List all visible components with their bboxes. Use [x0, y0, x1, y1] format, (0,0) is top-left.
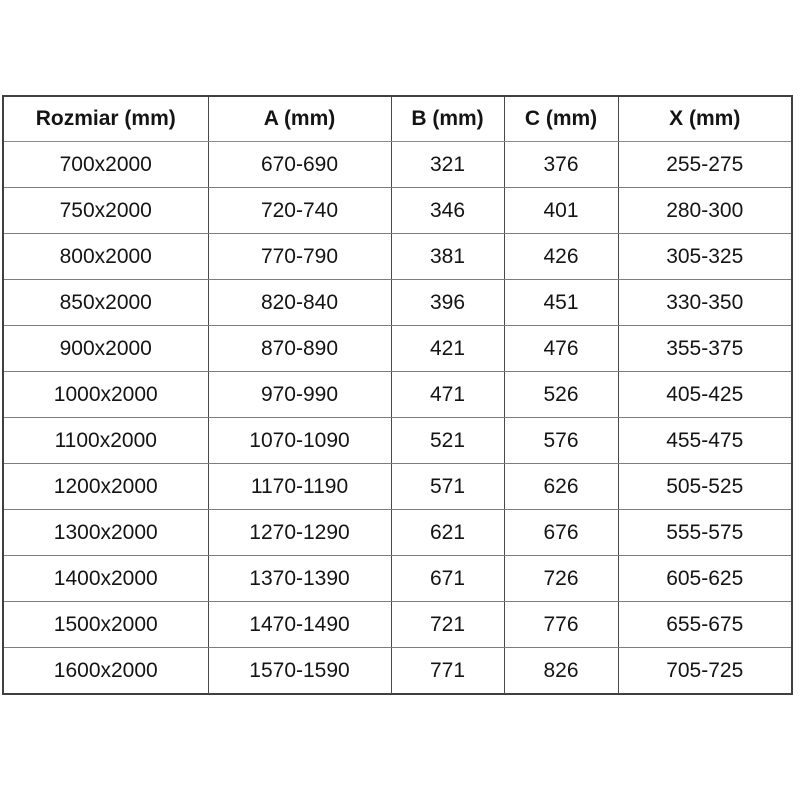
- cell-rozmiar: 1000x2000: [3, 372, 208, 418]
- cell-a: 1470-1490: [208, 602, 391, 648]
- cell-x: 705-725: [618, 648, 792, 695]
- cell-rozmiar: 1400x2000: [3, 556, 208, 602]
- cell-a: 770-790: [208, 234, 391, 280]
- table-row: [3, 326, 792, 372]
- cell-b: 346: [391, 188, 504, 234]
- cell-a: 1370-1390: [208, 556, 391, 602]
- cell-rozmiar: 900x2000: [3, 326, 208, 372]
- header-row: [3, 96, 792, 142]
- column-header-a: A (mm): [208, 96, 391, 142]
- table-row: [3, 510, 792, 556]
- cell-x: 255-275: [618, 142, 792, 188]
- cell-b: 471: [391, 372, 504, 418]
- table-row: [3, 280, 792, 326]
- cell-c: 376: [504, 142, 618, 188]
- cell-c: 426: [504, 234, 618, 280]
- cell-rozmiar: 1100x2000: [3, 418, 208, 464]
- cell-x: 605-625: [618, 556, 792, 602]
- cell-x: 330-350: [618, 280, 792, 326]
- cell-x: 555-575: [618, 510, 792, 556]
- cell-c: 576: [504, 418, 618, 464]
- cell-rozmiar: 750x2000: [3, 188, 208, 234]
- cell-rozmiar: 1300x2000: [3, 510, 208, 556]
- table-row: [3, 234, 792, 280]
- size-table-container: [2, 95, 792, 695]
- table-row: [3, 142, 792, 188]
- column-header-rozmiar: Rozmiar (mm): [3, 96, 208, 142]
- cell-a: 720-740: [208, 188, 391, 234]
- cell-c: 676: [504, 510, 618, 556]
- cell-c: 626: [504, 464, 618, 510]
- cell-b: 396: [391, 280, 504, 326]
- cell-c: 401: [504, 188, 618, 234]
- table-row: [3, 648, 792, 695]
- cell-c: 451: [504, 280, 618, 326]
- cell-x: 655-675: [618, 602, 792, 648]
- cell-a: 870-890: [208, 326, 391, 372]
- cell-c: 526: [504, 372, 618, 418]
- cell-a: 970-990: [208, 372, 391, 418]
- cell-rozmiar: 1500x2000: [3, 602, 208, 648]
- cell-x: 305-325: [618, 234, 792, 280]
- cell-c: 776: [504, 602, 618, 648]
- size-table: [2, 95, 793, 695]
- column-header-b: B (mm): [391, 96, 504, 142]
- cell-x: 280-300: [618, 188, 792, 234]
- cell-b: 721: [391, 602, 504, 648]
- cell-c: 476: [504, 326, 618, 372]
- cell-b: 621: [391, 510, 504, 556]
- table-header: [3, 96, 792, 142]
- cell-x: 455-475: [618, 418, 792, 464]
- table-row: [3, 188, 792, 234]
- cell-b: 381: [391, 234, 504, 280]
- cell-x: 405-425: [618, 372, 792, 418]
- cell-b: 321: [391, 142, 504, 188]
- cell-b: 421: [391, 326, 504, 372]
- cell-a: 1270-1290: [208, 510, 391, 556]
- cell-b: 571: [391, 464, 504, 510]
- cell-b: 771: [391, 648, 504, 695]
- cell-b: 521: [391, 418, 504, 464]
- cell-a: 1570-1590: [208, 648, 391, 695]
- cell-c: 826: [504, 648, 618, 695]
- cell-rozmiar: 1600x2000: [3, 648, 208, 695]
- cell-x: 505-525: [618, 464, 792, 510]
- cell-x: 355-375: [618, 326, 792, 372]
- cell-rozmiar: 1200x2000: [3, 464, 208, 510]
- table-row: [3, 418, 792, 464]
- cell-c: 726: [504, 556, 618, 602]
- table-row: [3, 464, 792, 510]
- column-header-c: C (mm): [504, 96, 618, 142]
- cell-rozmiar: 850x2000: [3, 280, 208, 326]
- cell-a: 1170-1190: [208, 464, 391, 510]
- table-row: [3, 602, 792, 648]
- cell-a: 1070-1090: [208, 418, 391, 464]
- column-header-x: X (mm): [618, 96, 792, 142]
- cell-rozmiar: 700x2000: [3, 142, 208, 188]
- table-row: [3, 372, 792, 418]
- table-body: [3, 142, 792, 695]
- cell-a: 820-840: [208, 280, 391, 326]
- cell-b: 671: [391, 556, 504, 602]
- cell-rozmiar: 800x2000: [3, 234, 208, 280]
- cell-a: 670-690: [208, 142, 391, 188]
- table-row: [3, 556, 792, 602]
